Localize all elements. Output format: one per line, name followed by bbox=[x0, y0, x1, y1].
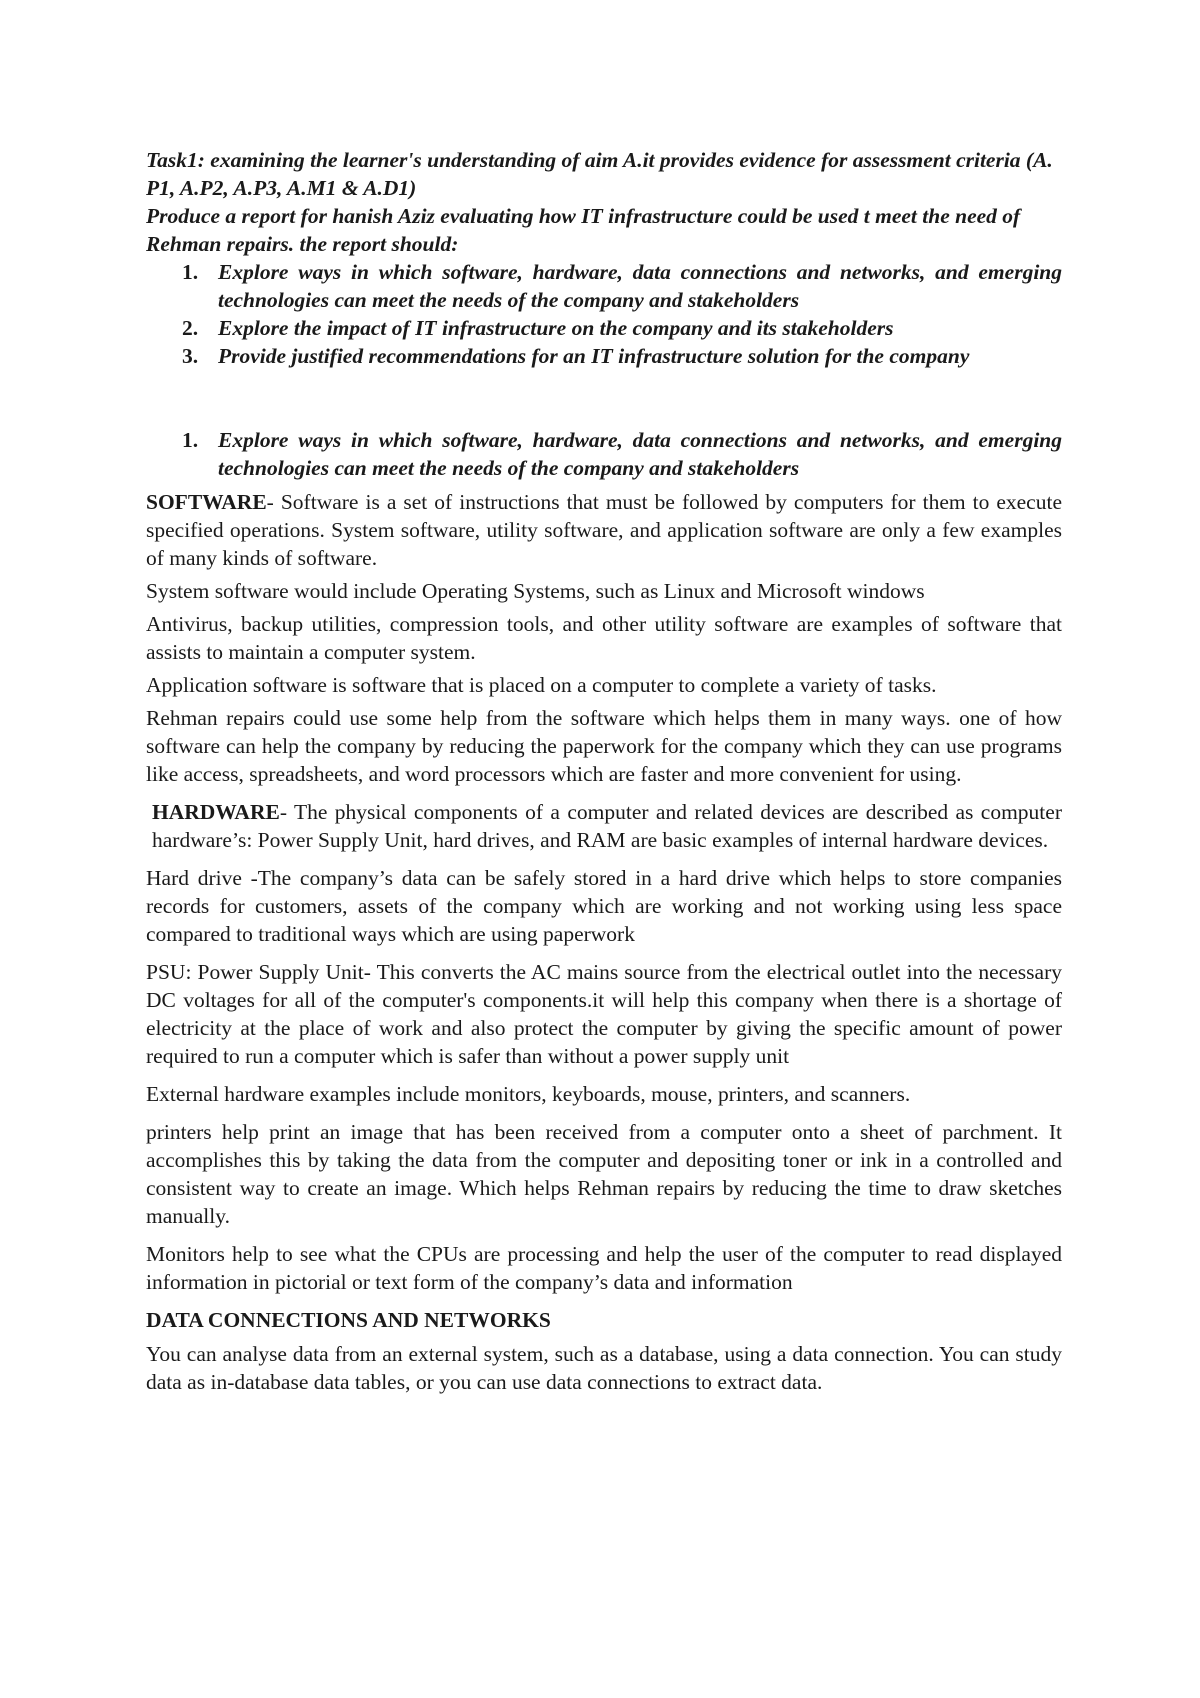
list-item-text: Explore ways in which software, hardware, data connections and networks, and emerging technologies can meet the needs of the company and stakeholders bbox=[218, 260, 1062, 312]
task-requirements-list bbox=[146, 258, 1062, 370]
data-connections-heading: DATA CONNECTIONS AND NETWORKS bbox=[146, 1308, 551, 1332]
paragraph: Rehman repairs could use some help from the software which helps them in many ways. one of how software can help the company by reducing the paperwork for the company which they can use programs like access, spreadsheets, and word processors which are faster and more convenient for using. bbox=[146, 706, 1062, 786]
paragraph: System software would include Operating Systems, such as Linux and Microsoft windows bbox=[146, 579, 925, 603]
hardware-heading: HARDWARE bbox=[152, 800, 280, 824]
list-number: 1. bbox=[182, 428, 199, 452]
hardware-intro-text: - The physical components of a computer and related devices are described as computer hardware’s: Power Supply Unit, hard drives, and RAM are basic examples of internal hardware devices. bbox=[152, 800, 1062, 852]
paragraph: Application software is software that is placed on a computer to complete a variety of tasks. bbox=[146, 673, 937, 697]
task-header bbox=[146, 146, 1062, 258]
hardware-intro bbox=[146, 798, 1062, 854]
task-title: Task1: examining the learner's understanding of aim A.it provides evidence for assessment criteria (A. P1, A.P2, A.P3, A.M1 & A.D1) bbox=[146, 148, 1053, 200]
list-item bbox=[146, 258, 1062, 314]
software-intro-text: - Software is a set of instructions that must be followed by computers for them to execute specified operations. System software, utility software, and application software are only a few examples of many kinds of software. bbox=[146, 490, 1062, 570]
paragraph: Antivirus, backup utilities, compression tools, and other utility software are examples of software that assists to maintain a computer system. bbox=[146, 612, 1062, 664]
paragraph: Hard drive -The company’s data can be safely stored in a hard drive which helps to store companies records for customers, assets of the company which are working and not working using less space compared to traditional ways which are using paperwork bbox=[146, 866, 1062, 946]
paragraph: printers help print an image that has been received from a computer onto a sheet of parchment. It accomplishes this by taking the data from the computer and depositing toner or ink in a controlled and consistent way to create an image. Which helps Rehman repairs by reducing the time to draw sketches manually. bbox=[146, 1120, 1062, 1228]
task-instruction: Produce a report for hanish Aziz evaluating how IT infrastructure could be used t meet the need of Rehman repairs. the report should: bbox=[146, 204, 1021, 256]
paragraph: Monitors help to see what the CPUs are processing and help the user of the computer to read displayed information in pictorial or text form of the company’s data and information bbox=[146, 1242, 1062, 1294]
paragraph: You can analyse data from an external system, such as a database, using a data connection. You can study data as in-database data tables, or you can use data connections to extract data. bbox=[146, 1342, 1062, 1394]
list-number: 2. bbox=[182, 316, 199, 340]
spacer bbox=[146, 370, 1062, 426]
software-intro bbox=[146, 488, 1062, 572]
section-heading-text: Explore ways in which software, hardware, data connections and networks, and emerging technologies can meet the needs of the company and stakeholders bbox=[218, 428, 1062, 480]
list-item bbox=[146, 314, 1062, 342]
section-heading-list bbox=[146, 426, 1062, 482]
paragraph: External hardware examples include monitors, keyboards, mouse, printers, and scanners. bbox=[146, 1082, 911, 1106]
list-number: 1. bbox=[182, 260, 199, 284]
list-item-text: Provide justified recommendations for an IT infrastructure solution for the company bbox=[218, 344, 970, 368]
document-page bbox=[146, 146, 1062, 1401]
paragraph: PSU: Power Supply Unit- This converts the AC mains source from the electrical outlet into the necessary DC voltages for all of the computer's components.it will help this company when there is a shortage of electricity at the place of work and also protect the computer by giving the specific amount of power required to run a computer which is safer than without a power supply unit bbox=[146, 960, 1062, 1068]
list-item-text: Explore the impact of IT infrastructure on the company and its stakeholders bbox=[218, 316, 894, 340]
software-heading: SOFTWARE bbox=[146, 490, 267, 514]
list-item bbox=[146, 342, 1062, 370]
list-number: 3. bbox=[182, 344, 199, 368]
section-heading bbox=[146, 426, 1062, 482]
